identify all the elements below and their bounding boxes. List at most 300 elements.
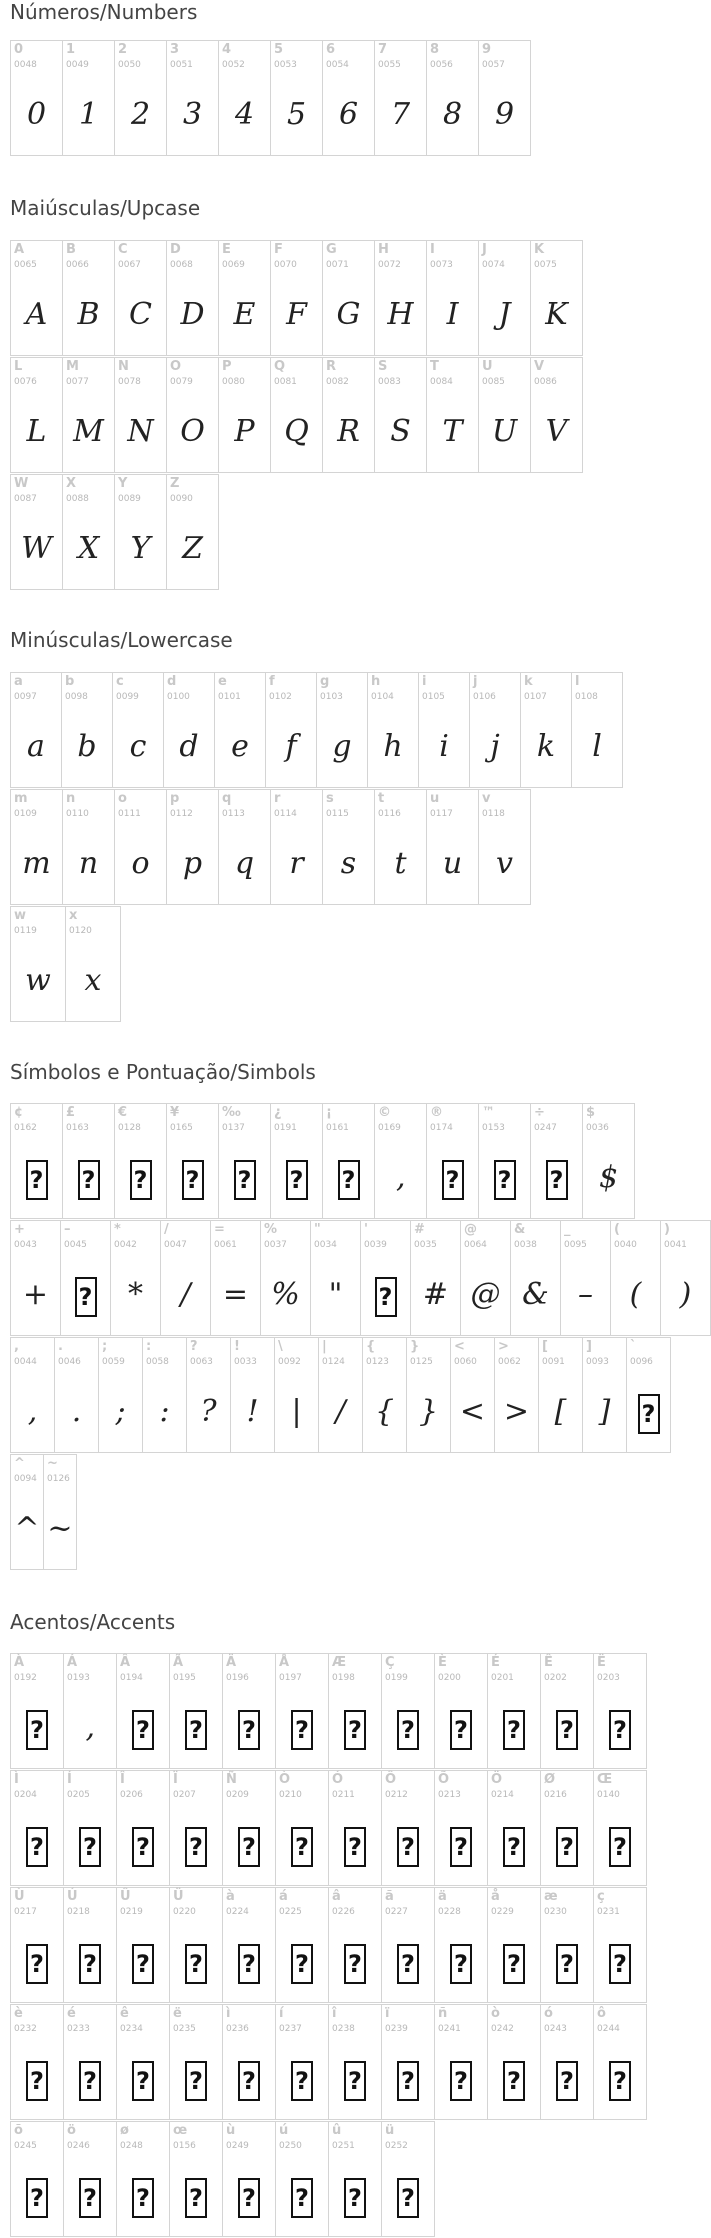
- glyph-code-label: 0161: [326, 1123, 349, 1133]
- glyph-code-label: 0090: [170, 494, 193, 504]
- glyph-cell: [328, 2121, 382, 2237]
- glyph-character-label: 5: [274, 42, 284, 57]
- glyph-cell: [434, 1770, 488, 1886]
- glyph-code-label: 0169: [378, 1123, 401, 1133]
- glyph-cell: [65, 906, 121, 1022]
- missing-glyph-box: ?: [450, 1710, 472, 1750]
- glyph-code-label: 0083: [378, 377, 401, 387]
- glyph-code-label: 0162: [14, 1123, 37, 1133]
- glyph-character-label: ê: [120, 2006, 129, 2021]
- glyph-cell: [62, 240, 115, 356]
- glyph-cell: [62, 474, 115, 590]
- glyph-code-label: 0071: [326, 260, 349, 270]
- glyph-cell: [274, 1337, 319, 1453]
- glyph-character-label: Ã: [173, 1655, 184, 1670]
- glyph-code-label: 0112: [170, 809, 193, 819]
- glyph-character-label: Å: [279, 1655, 290, 1670]
- glyph-cell: [381, 2004, 435, 2120]
- glyph-preview: e: [231, 729, 249, 764]
- glyph-cell: [43, 1454, 77, 1570]
- glyph-code-label: 0054: [326, 60, 349, 70]
- glyph-cell: [275, 1653, 329, 1769]
- glyph-character-label: ø: [120, 2123, 129, 2138]
- missing-glyph-box: ?: [338, 1160, 360, 1200]
- glyph-code-label: 0060: [454, 1357, 477, 1367]
- missing-glyph-box: ?: [26, 1710, 48, 1750]
- missing-glyph-box: ?: [132, 2178, 154, 2218]
- glyph-preview: ‚: [395, 1160, 406, 1195]
- glyph-character-label: g: [320, 674, 330, 689]
- glyph-code-label: 0109: [14, 809, 37, 819]
- glyph-code-label: 0044: [14, 1357, 37, 1367]
- glyph-character-label: 0: [14, 42, 24, 57]
- glyph-cell: [116, 2121, 170, 2237]
- glyph-character-label: 8: [430, 42, 440, 57]
- glyph-code-label: 0110: [66, 809, 89, 819]
- glyph-cell: [98, 1337, 143, 1453]
- glyph-cell: [540, 2004, 594, 2120]
- glyph-character-label: ,: [14, 1339, 19, 1354]
- glyph-code-label: 0235: [173, 2024, 196, 2034]
- glyph-cell: [540, 1770, 594, 1886]
- glyph-cell: [10, 1454, 44, 1570]
- glyph-code-label: 0107: [524, 692, 547, 702]
- glyph-cell: [478, 240, 531, 356]
- glyph-preview: G: [336, 297, 361, 332]
- glyph-character-label: V: [534, 359, 545, 374]
- glyph-preview: &: [522, 1277, 549, 1312]
- glyph-cell: [63, 1770, 117, 1886]
- glyph-character-label: 2: [118, 42, 128, 57]
- glyph-cell: [362, 1337, 407, 1453]
- glyph-character-label: 4: [222, 42, 232, 57]
- missing-glyph-box: ?: [344, 1827, 366, 1867]
- glyph-character-label: 7: [378, 42, 388, 57]
- glyph-code-label: 0116: [378, 809, 401, 819]
- glyph-preview: I: [446, 297, 459, 332]
- glyph-character-label: N: [118, 359, 129, 374]
- glyph-cell: [166, 474, 219, 590]
- glyph-character-label: a: [14, 674, 23, 689]
- glyph-cell: [593, 1887, 647, 2003]
- missing-glyph-box: ?: [609, 1710, 631, 1750]
- glyph-code-label: 0047: [164, 1240, 187, 1250]
- missing-glyph-box: ?: [344, 2178, 366, 2218]
- missing-glyph-box: ?: [286, 1160, 308, 1200]
- glyph-code-label: 0225: [279, 1907, 302, 1917]
- glyph-character-label: O: [170, 359, 182, 374]
- glyph-character-label: Ü: [173, 1889, 184, 1904]
- glyph-preview: b: [77, 729, 97, 764]
- glyph-character-label: Ç: [385, 1655, 395, 1670]
- glyph-preview: l: [592, 729, 602, 764]
- glyph-cell: [265, 672, 317, 788]
- glyph-character-label: j: [473, 674, 478, 689]
- glyph-character-label: û: [332, 2123, 342, 2138]
- glyph-cell: [10, 2121, 64, 2237]
- glyph-cell: [316, 672, 368, 788]
- glyph-code-label: 0037: [264, 1240, 287, 1250]
- glyph-preview: c: [129, 729, 147, 764]
- glyph-character-label: ™: [482, 1105, 495, 1120]
- glyph-cell: [374, 1103, 427, 1219]
- glyph-character-label: ã: [385, 1889, 394, 1904]
- missing-glyph-box: ?: [26, 2061, 48, 2101]
- glyph-code-label: 0053: [274, 60, 297, 70]
- glyph-character-label: u: [430, 791, 440, 806]
- glyph-cell: [63, 2121, 117, 2237]
- glyph-preview: $: [598, 1160, 619, 1195]
- glyph-code-label: 0191: [274, 1123, 297, 1133]
- glyph-code-label: 0120: [69, 926, 92, 936]
- glyph-cell: [186, 1337, 231, 1453]
- glyph-character-label: Ï: [173, 1772, 178, 1787]
- glyph-code-label: 0119: [14, 926, 37, 936]
- glyph-code-label: 0195: [173, 1673, 196, 1683]
- glyph-preview: %: [271, 1277, 300, 1312]
- glyph-preview: Z: [182, 531, 203, 566]
- glyph-preview: V: [545, 414, 568, 449]
- glyph-preview: Q: [284, 414, 309, 449]
- glyph-character-label: J: [482, 242, 487, 257]
- glyph-code-label: 0245: [14, 2141, 37, 2151]
- glyph-code-label: 0061: [214, 1240, 237, 1250]
- glyph-character-label: ^: [14, 1456, 25, 1471]
- glyph-code-label: 0230: [544, 1907, 567, 1917]
- glyph-code-label: 0098: [65, 692, 88, 702]
- glyph-character-label: U: [482, 359, 493, 374]
- glyph-character-label: ö: [67, 2123, 76, 2138]
- glyph-code-label: 0074: [482, 260, 505, 270]
- glyph-code-label: 0192: [14, 1673, 37, 1683]
- glyph-cell: [116, 1770, 170, 1886]
- glyph-preview: T: [442, 414, 463, 449]
- glyph-preview: #: [422, 1277, 449, 1312]
- glyph-cell: [426, 1103, 479, 1219]
- glyph-character-label: œ: [173, 2123, 188, 2138]
- glyph-cell: [63, 1887, 117, 2003]
- glyph-code-label: 0237: [279, 2024, 302, 2034]
- glyph-cell: [10, 906, 66, 1022]
- glyph-character-label: >: [498, 1339, 509, 1354]
- glyph-cell: [478, 789, 531, 905]
- glyph-character-label: ë: [173, 2006, 182, 2021]
- glyph-code-label: 0137: [222, 1123, 245, 1133]
- glyph-character-label: K: [534, 242, 545, 257]
- glyph-character-label: k: [524, 674, 533, 689]
- glyph-preview: ;: [115, 1394, 126, 1429]
- missing-glyph-box: ?: [503, 1944, 525, 1984]
- glyph-character-label: Ù: [14, 1889, 25, 1904]
- glyph-code-label: 0100: [167, 692, 190, 702]
- glyph-cell: [60, 1220, 111, 1336]
- glyph-character-label: x: [69, 908, 78, 923]
- glyph-code-label: 0076: [14, 377, 37, 387]
- glyph-character-label: L: [14, 359, 23, 374]
- glyph-cell: [169, 2121, 223, 2237]
- glyph-character-label: 6: [326, 42, 336, 57]
- glyph-preview: w: [25, 963, 51, 998]
- glyph-code-label: 0200: [438, 1673, 461, 1683]
- glyph-character-label: ': [364, 1222, 368, 1237]
- glyph-character-label: ©: [378, 1105, 391, 1120]
- glyph-character-label: Q: [274, 359, 286, 374]
- glyph-code-label: 0156: [173, 2141, 196, 2151]
- glyph-code-label: 0228: [438, 1907, 461, 1917]
- glyph-code-label: 0064: [464, 1240, 487, 1250]
- glyph-preview: a: [27, 729, 45, 764]
- glyph-code-label: 0207: [173, 1790, 196, 1800]
- glyph-character-label: €: [118, 1105, 128, 1120]
- glyph-cell: [166, 357, 219, 473]
- glyph-cell: [222, 1770, 276, 1886]
- glyph-code-label: 0126: [47, 1474, 70, 1484]
- glyph-cell: [610, 1220, 661, 1336]
- glyph-character-label: ¡: [326, 1105, 332, 1120]
- glyph-cell: [10, 240, 63, 356]
- glyph-cell: [520, 672, 572, 788]
- glyph-preview: J: [498, 297, 511, 332]
- glyph-code-label: 0244: [597, 2024, 620, 2034]
- glyph-cell: [426, 40, 479, 156]
- glyph-character-label: m: [14, 791, 28, 806]
- glyph-preview: {: [374, 1394, 395, 1429]
- missing-glyph-box: ?: [75, 1277, 97, 1317]
- glyph-code-label: 0233: [67, 2024, 90, 2034]
- section-title-symbols: Símbolos e Pontuação/Simbols: [10, 1060, 316, 1084]
- glyph-code-label: 0067: [118, 260, 141, 270]
- glyph-cell: [169, 1653, 223, 1769]
- glyph-character-label: Æ: [332, 1655, 347, 1670]
- glyph-cell: [469, 672, 521, 788]
- missing-glyph-box: ?: [503, 2061, 525, 2101]
- missing-glyph-box: ?: [79, 1827, 101, 1867]
- glyph-character-label: ¥: [170, 1105, 180, 1120]
- glyph-code-label: 0082: [326, 377, 349, 387]
- glyph-preview: A: [25, 297, 48, 332]
- glyph-code-label: 0163: [66, 1123, 89, 1133]
- glyph-cell: [62, 357, 115, 473]
- missing-glyph-box: ?: [132, 2061, 154, 2101]
- glyph-character-label: %: [264, 1222, 278, 1237]
- glyph-cell: [328, 2004, 382, 2120]
- glyph-preview: B: [77, 297, 100, 332]
- glyph-code-label: 0105: [422, 692, 445, 702]
- glyph-cell: [10, 672, 62, 788]
- glyph-preview: O: [180, 414, 205, 449]
- glyph-character-label: À: [14, 1655, 25, 1670]
- glyph-character-label: ?: [190, 1339, 198, 1354]
- missing-glyph-box: ?: [132, 1710, 154, 1750]
- glyph-code-label: 0096: [630, 1357, 653, 1367]
- glyph-preview: t: [394, 846, 407, 881]
- glyph-code-label: 0035: [414, 1240, 437, 1250]
- glyph-preview: >: [503, 1394, 530, 1429]
- missing-glyph-box: ?: [291, 1710, 313, 1750]
- glyph-code-label: 0165: [170, 1123, 193, 1133]
- missing-glyph-box: ?: [546, 1160, 568, 1200]
- glyph-row: [10, 357, 582, 473]
- glyph-character-label: R: [326, 359, 337, 374]
- glyph-row: [10, 672, 622, 788]
- glyph-preview: r: [289, 846, 304, 881]
- glyph-character-label: Í: [67, 1772, 72, 1787]
- glyph-cell: [166, 240, 219, 356]
- glyph-cell: [310, 1220, 361, 1336]
- glyph-character-label: ù: [226, 2123, 236, 2138]
- glyph-cell: [450, 1337, 495, 1453]
- glyph-character-label: 1: [66, 42, 76, 57]
- glyph-character-label: |: [322, 1339, 327, 1354]
- glyph-cell: [406, 1337, 451, 1453]
- glyph-preview: U: [491, 414, 518, 449]
- glyph-code-label: 0247: [534, 1123, 557, 1133]
- missing-glyph-box: ?: [344, 2061, 366, 2101]
- missing-glyph-box: ?: [130, 1160, 152, 1200]
- glyph-preview: 9: [494, 97, 515, 132]
- missing-glyph-box: ?: [79, 2178, 101, 2218]
- missing-glyph-box: ?: [238, 1710, 260, 1750]
- glyph-row: [10, 1454, 76, 1570]
- glyph-preview: s: [340, 846, 357, 881]
- glyph-code-label: 0194: [120, 1673, 143, 1683]
- glyph-character-label: :: [146, 1339, 152, 1354]
- glyph-preview: 3: [182, 97, 203, 132]
- glyph-character-label: ò: [491, 2006, 500, 2021]
- missing-glyph-box: ?: [344, 1944, 366, 1984]
- glyph-row: [10, 2004, 646, 2120]
- glyph-character-label: Ó: [332, 1772, 344, 1787]
- glyph-preview: H: [387, 297, 414, 332]
- section-title-numbers: Números/Numbers: [10, 0, 198, 24]
- missing-glyph-box: ?: [397, 1944, 419, 1984]
- glyph-character-label: Û: [120, 1889, 131, 1904]
- glyph-code-label: 0239: [385, 2024, 408, 2034]
- glyph-cell: [660, 1220, 711, 1336]
- glyph-character-label: í: [279, 2006, 284, 2021]
- glyph-character-label: $: [586, 1105, 596, 1120]
- glyph-code-label: 0078: [118, 377, 141, 387]
- glyph-character-label: i: [422, 674, 427, 689]
- glyph-cell: [61, 672, 113, 788]
- glyph-code-label: 0241: [438, 2024, 461, 2034]
- glyph-preview: k: [536, 729, 556, 764]
- glyph-cell: [270, 1103, 323, 1219]
- glyph-code-label: 0039: [364, 1240, 387, 1250]
- glyph-character-label: È: [438, 1655, 447, 1670]
- missing-glyph-box: ?: [185, 1710, 207, 1750]
- glyph-character-label: M: [66, 359, 79, 374]
- glyph-cell: [478, 357, 531, 473]
- glyph-code-label: 0202: [544, 1673, 567, 1683]
- glyph-character-label: \: [278, 1339, 283, 1354]
- glyph-cell: [487, 1887, 541, 2003]
- glyph-cell: [10, 357, 63, 473]
- missing-glyph-box: ?: [132, 1944, 154, 1984]
- glyph-cell: [142, 1337, 187, 1453]
- glyph-character-label: [: [542, 1339, 548, 1354]
- glyph-code-label: 0033: [234, 1357, 257, 1367]
- glyph-code-label: 0216: [544, 1790, 567, 1800]
- glyph-character-label: Ì: [14, 1772, 19, 1787]
- glyph-code-label: 0108: [575, 692, 598, 702]
- glyph-preview: @: [470, 1277, 501, 1312]
- glyph-code-label: 0252: [385, 2141, 408, 2151]
- section-title-accents: Acentos/Accents: [10, 1610, 176, 1634]
- glyph-cell: [10, 1653, 64, 1769]
- glyph-character-label: E: [222, 242, 231, 257]
- glyph-preview: K: [545, 297, 568, 332]
- glyph-character-label: l: [575, 674, 580, 689]
- glyph-character-label: Â: [120, 1655, 131, 1670]
- glyph-cell: [582, 1103, 635, 1219]
- glyph-cell: [169, 1887, 223, 2003]
- glyph-code-label: 0217: [14, 1907, 37, 1917]
- glyph-character-label: _: [564, 1222, 571, 1237]
- glyph-preview: x: [84, 963, 102, 998]
- glyph-preview: ‚: [85, 1710, 95, 1745]
- glyph-code-label: 0193: [67, 1673, 90, 1683]
- glyph-code-label: 0080: [222, 377, 245, 387]
- glyph-character-label: r: [274, 791, 281, 806]
- glyph-code-label: 0198: [332, 1673, 355, 1683]
- glyph-cell: [328, 1887, 382, 2003]
- glyph-code-label: 0234: [120, 2024, 143, 2034]
- glyph-preview: ": [328, 1277, 343, 1312]
- glyph-code-label: 0041: [664, 1240, 687, 1250]
- missing-glyph-box: ?: [344, 1710, 366, 1750]
- glyph-preview: !: [246, 1394, 259, 1429]
- glyph-character-label: ì: [226, 2006, 231, 2021]
- glyph-cell: [169, 1770, 223, 1886]
- glyph-code-label: 0056: [430, 60, 453, 70]
- glyph-character-label: v: [482, 791, 491, 806]
- glyph-code-label: 0102: [269, 692, 292, 702]
- glyph-cell: [328, 1770, 382, 1886]
- glyph-preview: f: [285, 729, 297, 764]
- glyph-preview: W: [21, 531, 52, 566]
- glyph-code-label: 0081: [274, 377, 297, 387]
- glyph-code-label: 0210: [279, 1790, 302, 1800]
- glyph-preview: =: [222, 1277, 249, 1312]
- glyph-preview: 7: [390, 97, 411, 132]
- missing-glyph-box: ?: [397, 1827, 419, 1867]
- glyph-character-label: ~: [47, 1456, 58, 1471]
- glyph-character-label: f: [269, 674, 275, 689]
- glyph-cell: [322, 1103, 375, 1219]
- glyph-code-label: 0045: [64, 1240, 87, 1250]
- glyph-cell: [275, 1770, 329, 1886]
- glyph-cell: [63, 2004, 117, 2120]
- glyph-row: [10, 789, 530, 905]
- glyph-code-label: 0093: [586, 1357, 609, 1367]
- glyph-cell: [367, 672, 419, 788]
- glyph-preview: F: [286, 297, 307, 332]
- glyph-code-label: 0227: [385, 1907, 408, 1917]
- glyph-row: [10, 1653, 646, 1769]
- missing-glyph-box: ?: [26, 1160, 48, 1200]
- missing-glyph-box: ?: [78, 1160, 100, 1200]
- missing-glyph-box: ?: [79, 2061, 101, 2101]
- glyph-code-label: 0114: [274, 809, 297, 819]
- glyph-code-label: 0211: [332, 1790, 355, 1800]
- glyph-cell: [426, 240, 479, 356]
- missing-glyph-box: ?: [238, 2178, 260, 2218]
- glyph-preview: n: [78, 846, 99, 881]
- glyph-code-label: 0115: [326, 809, 349, 819]
- glyph-code-label: 0038: [514, 1240, 537, 1250]
- glyph-code-label: 0051: [170, 60, 193, 70]
